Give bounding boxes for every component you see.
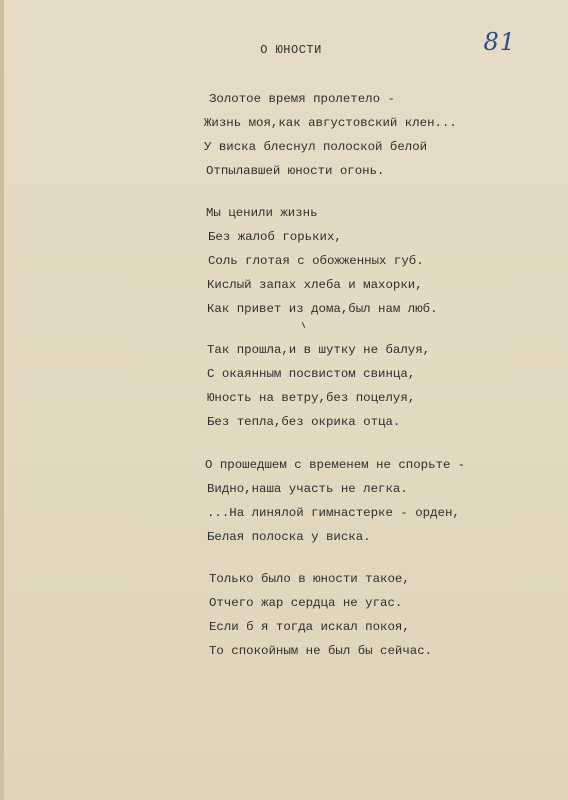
poem-line: У виска блеснул полоской белой <box>204 140 428 154</box>
poem-line: Жизнь моя,как августовский клен... <box>204 116 457 130</box>
poem-line: Только было в юности такое, <box>209 572 410 586</box>
poem-line: То спокойным не был бы сейчас. <box>209 644 433 658</box>
poem-line: Юность на ветру,без поцелуя, <box>207 391 416 405</box>
stanza-4 <box>4 453 568 549</box>
stanza-5 <box>4 567 568 663</box>
poem-line: ...На линялой гимнастерке - орден, <box>207 506 460 520</box>
poem-title: О ЮНОСТИ <box>260 43 322 57</box>
poem-line: Без тепла,без окрика отца. <box>207 415 401 429</box>
poem-line: Отпылавшей юности огонь. <box>206 164 385 178</box>
poem-line: Как привет из дома,был нам люб. <box>207 302 438 316</box>
poem-line: Кислый запах хлеба и махорки, <box>207 278 423 292</box>
poem-line: Соль глотая с обожженных губ. <box>208 254 424 268</box>
poem-line: О прошедшем с временем не спорьте - <box>205 458 466 472</box>
handwritten-page-number: 81 <box>483 28 516 56</box>
poem-line: Так прошла,и в шутку не балуя, <box>207 343 431 357</box>
poem-line: Белая полоска у виска. <box>207 530 371 544</box>
poem-line: С окаянным посвистом свинца, <box>207 367 416 381</box>
poem-line: Видно,наша участь не легка. <box>207 482 408 496</box>
poem-line: Без жалоб горьких, <box>208 230 342 244</box>
poem-line: Отчего жар сердца не угас. <box>209 596 403 610</box>
poem-line: Золотое время пролетело - <box>209 92 395 106</box>
stanza-3 <box>4 338 568 434</box>
stanza-2 <box>4 201 568 321</box>
poem-line: Если б я тогда искал покоя, <box>209 620 410 634</box>
poem-line: Мы ценили жизнь <box>206 206 318 220</box>
stanza-1 <box>4 87 568 183</box>
ink-tick-mark <box>302 322 305 328</box>
